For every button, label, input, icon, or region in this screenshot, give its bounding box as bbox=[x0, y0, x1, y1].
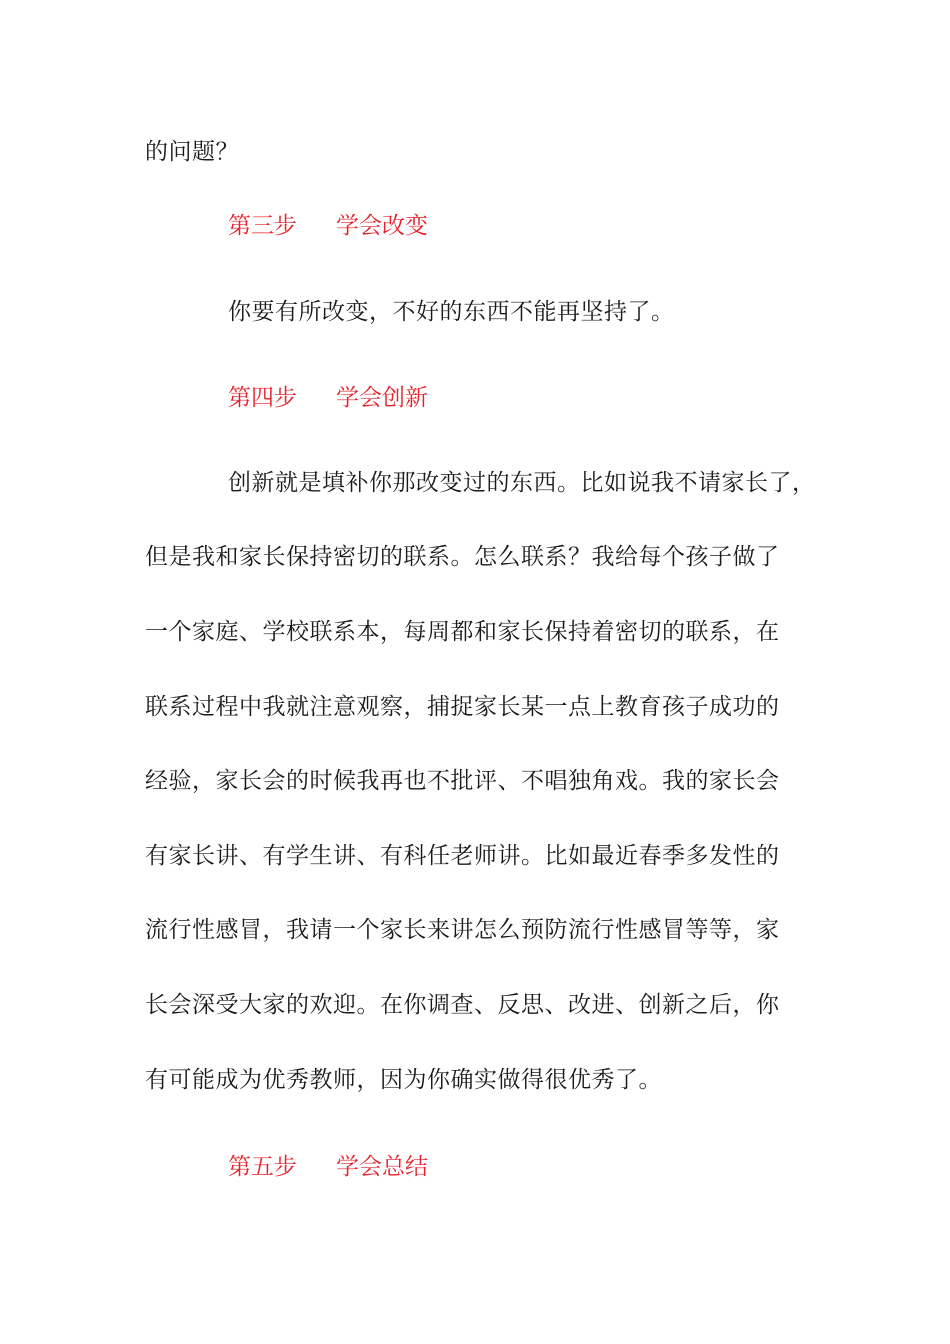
step4-paragraph-line: 一个家庭、学校联系本，每周都和家长保持着密切的联系，在 bbox=[145, 619, 780, 645]
step4-paragraph-line: 经验，家长会的时候我再也不批评、不唱独角戏。我的家长会 bbox=[145, 768, 780, 794]
step4-title: 学会创新 bbox=[336, 385, 428, 411]
step4-paragraph-line: 创新就是填补你那改变过的东西。比如说我不请家长了， bbox=[228, 470, 816, 496]
step5-title: 学会总结 bbox=[336, 1154, 428, 1180]
step3-paragraph-line: 你要有所改变，不好的东西不能再坚持了。 bbox=[228, 299, 675, 325]
step4-paragraph-line: 长会深受大家的欢迎。在你调查、反思、改进、创新之后，你 bbox=[145, 992, 780, 1018]
step3-title: 学会改变 bbox=[336, 213, 428, 239]
continuation-text: 的问题？ bbox=[145, 139, 239, 165]
step3-number: 第三步 bbox=[228, 213, 297, 239]
step4-number: 第四步 bbox=[228, 385, 297, 411]
step5-heading bbox=[228, 1152, 428, 1182]
step4-paragraph-line: 流行性感冒，我请一个家长来讲怎么预防流行性感冒等等，家 bbox=[145, 917, 780, 943]
step5-number: 第五步 bbox=[228, 1154, 297, 1180]
step4-paragraph-line: 但是我和家长保持密切的联系。怎么联系？我给每个孩子做了 bbox=[145, 544, 780, 570]
step4-paragraph-line: 有家长讲、有学生讲、有科任老师讲。比如最近春季多发性的 bbox=[145, 843, 780, 869]
step4-paragraph-line: 有可能成为优秀教师，因为你确实做得很优秀了。 bbox=[145, 1067, 662, 1093]
step3-heading bbox=[228, 211, 428, 241]
step4-heading bbox=[228, 383, 428, 413]
step4-paragraph-line: 联系过程中我就注意观察，捕捉家长某一点上教育孩子成功的 bbox=[145, 694, 780, 720]
